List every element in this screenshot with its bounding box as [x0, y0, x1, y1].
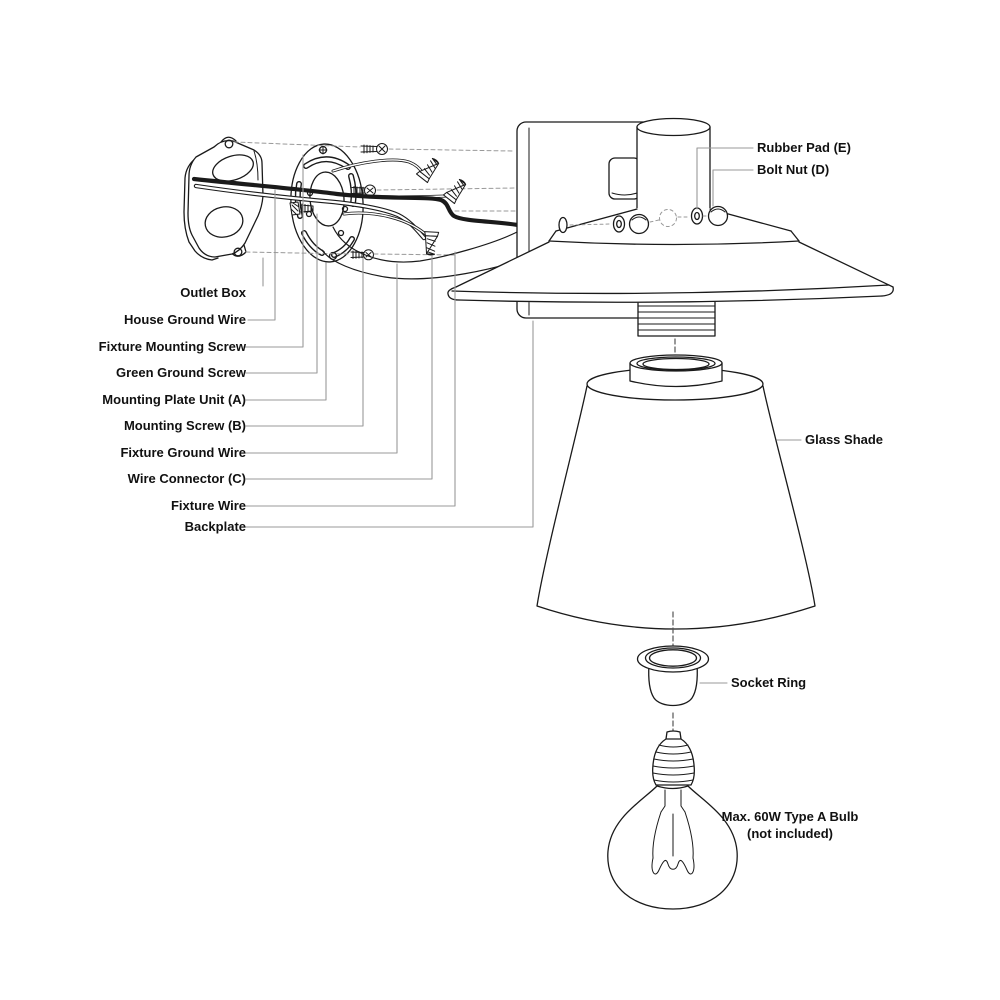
wire-connector-3: [423, 232, 438, 256]
socket-ring-drawing: [638, 646, 709, 706]
bulb-note-line2: (not included): [747, 826, 833, 841]
glass-shade-drawing: [537, 355, 815, 629]
socket-threads-drawing: [638, 300, 715, 336]
label-fixture-wire: Fixture Wire: [170, 498, 246, 513]
wire-connector-2: [443, 177, 468, 204]
fixture-mounting-screw-drawing: [361, 144, 388, 155]
bulb-note-line1: Max. 60W Type A Bulb: [721, 809, 859, 824]
label-wire-connector-c: Wire Connector (C): [127, 471, 246, 486]
label-house-ground-wire: House Ground Wire: [124, 312, 246, 327]
metal-shade-drawing: [448, 208, 893, 303]
label-bolt-nut-d: Bolt Nut (D): [757, 162, 830, 177]
label-glass-shade: Glass Shade: [805, 432, 884, 447]
label-outlet-box: Outlet Box: [180, 285, 246, 300]
wire-connectors-drawing: [416, 156, 468, 256]
mounting-screw-b-drawing: [351, 250, 374, 260]
rubber-pad: [692, 208, 703, 224]
label-green-ground-screw: Green Ground Screw: [115, 365, 246, 380]
fixture-arm-drawing: [637, 119, 710, 215]
label-mounting-screw-b: Mounting Screw (B): [123, 418, 246, 433]
label-fixture-ground-wire: Fixture Ground Wire: [120, 445, 246, 460]
label-socket-ring: Socket Ring: [731, 675, 807, 690]
keyhole-slot: [559, 218, 567, 233]
label-mounting-plate-unit: Mounting Plate Unit (A): [102, 392, 246, 407]
arm-bracket-drawing: [609, 158, 640, 199]
label-fixture-mounting-screw: Fixture Mounting Screw: [98, 339, 246, 354]
label-backplate: Backplate: [184, 519, 246, 534]
label-rubber-pad-e: Rubber Pad (E): [757, 140, 851, 155]
label-bulb-note: [700, 808, 880, 842]
outlet-box-drawing: [184, 137, 263, 260]
